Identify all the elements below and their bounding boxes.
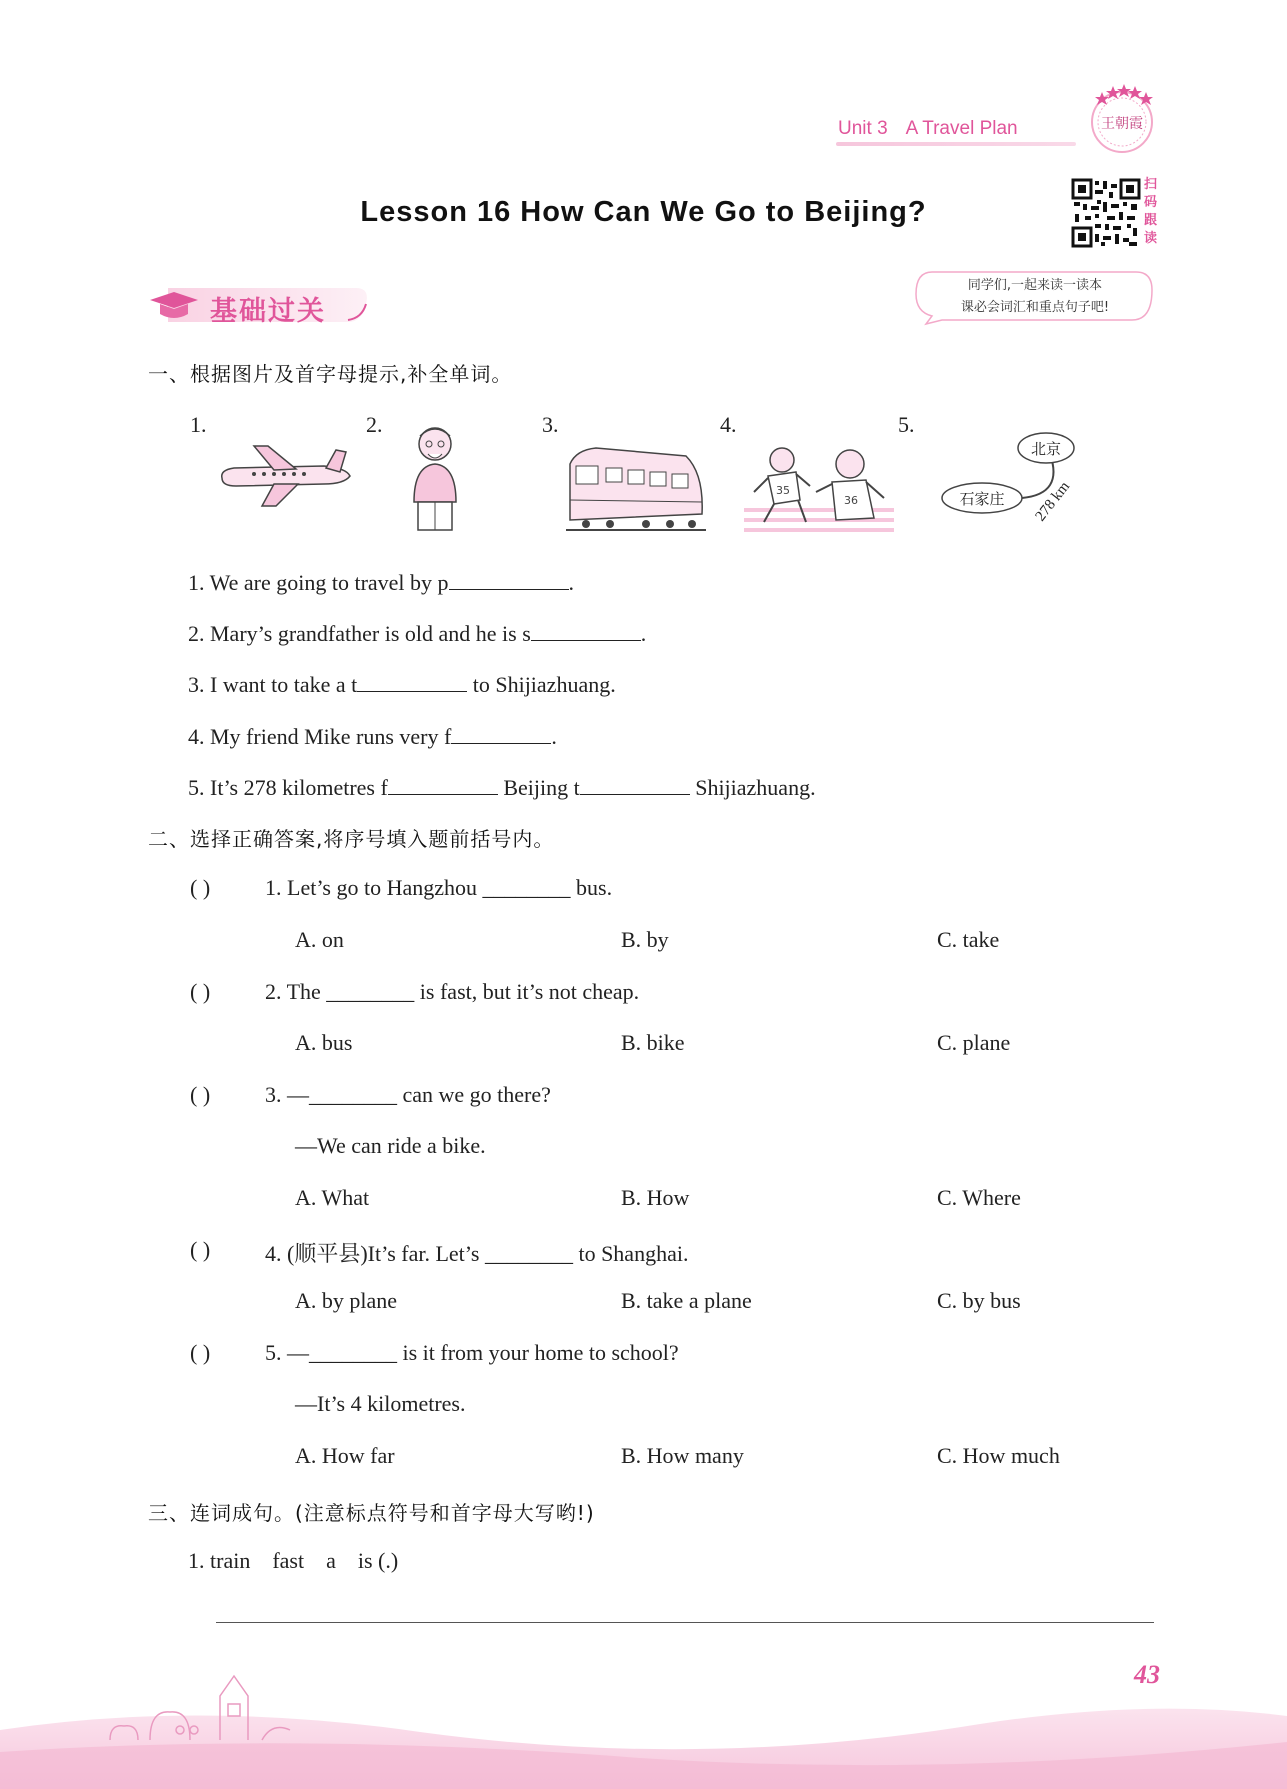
- fill-item-3: [188, 668, 616, 698]
- option[interactable]: A. on: [295, 927, 344, 952]
- answer-paren[interactable]: ( ): [190, 1340, 211, 1365]
- runners-icon: [744, 442, 894, 534]
- fill-item-text: 5. It’s 278 kilometres f: [188, 775, 388, 800]
- option[interactable]: B. by: [621, 927, 669, 952]
- answer-blank[interactable]: [388, 771, 498, 795]
- fill-item-text: 4. My friend Mike runs very f: [188, 724, 452, 749]
- bubble-text: [920, 275, 1150, 319]
- fill-item-text: .: [640, 621, 647, 646]
- page-number: 43: [1134, 1660, 1160, 1689]
- picture-number: 1.: [190, 412, 207, 437]
- distance-map-icon: [934, 428, 1104, 528]
- question-1: 1. Let’s go to Hangzhou ________ bus.: [265, 875, 613, 900]
- option[interactable]: B. bike: [621, 1030, 685, 1055]
- fill-item-1: [188, 566, 574, 596]
- picture-number: 2.: [366, 412, 383, 437]
- section2-title: 二、选择正确答案,将序号填入题前括号内。: [148, 827, 555, 851]
- answer-paren[interactable]: ( ): [190, 1082, 211, 1107]
- option[interactable]: C. by bus: [937, 1288, 1021, 1313]
- option[interactable]: C. take: [937, 927, 1000, 952]
- qr-char: 码: [1144, 195, 1158, 210]
- answer-paren[interactable]: ( ): [190, 875, 211, 900]
- question-5: 5. —________ is it from your home to school?: [265, 1340, 679, 1365]
- answer-blank[interactable]: [580, 771, 690, 795]
- fill-item-text: to Shijiazhuang.: [467, 672, 616, 697]
- fill-item-text: 2. Mary’s grandfather is old and he is s: [188, 621, 531, 646]
- picture-number: 4.: [720, 412, 737, 437]
- option[interactable]: B. How: [621, 1185, 690, 1210]
- svg-text:36: 36: [844, 494, 858, 507]
- fill-item-text: 1. We are going to travel by p: [188, 570, 449, 595]
- question-reply: —It’s 4 kilometres.: [295, 1391, 466, 1416]
- question-2: 2. The ________ is fast, but it’s not cheap.: [265, 979, 640, 1004]
- option[interactable]: A. bus: [295, 1030, 353, 1055]
- fill-item-2: [188, 617, 646, 647]
- answer-paren[interactable]: ( ): [190, 979, 211, 1004]
- answer-line[interactable]: [216, 1622, 1154, 1623]
- qr-code-icon[interactable]: [1071, 178, 1141, 248]
- option[interactable]: C. How much: [937, 1443, 1060, 1468]
- option[interactable]: B. take a plane: [621, 1288, 752, 1313]
- unit-label: Unit 3: [838, 118, 888, 139]
- question-reply: —We can ride a bike.: [295, 1133, 486, 1158]
- qr-char: 读: [1144, 231, 1158, 246]
- unit-topic: A Travel Plan: [905, 118, 1018, 139]
- bubble-line1: 同学们,一起来读一读本: [967, 278, 1103, 293]
- city-shijiazhuang: 石家庄: [959, 490, 1005, 508]
- answer-blank[interactable]: [451, 720, 551, 744]
- footer-decoration: [0, 1640, 1287, 1789]
- answer-blank[interactable]: [449, 566, 569, 590]
- fill-item-text: .: [551, 724, 557, 749]
- section1-title: 一、根据图片及首字母提示,补全单词。: [148, 362, 513, 386]
- airplane-icon: [214, 440, 354, 510]
- answer-blank[interactable]: [357, 668, 467, 692]
- qr-caption: [1144, 176, 1160, 248]
- fill-item-text: Beijing t: [497, 775, 580, 800]
- option[interactable]: A. How far: [295, 1443, 395, 1468]
- seal-logo-icon: [1084, 80, 1160, 156]
- section-banner-label: 基础过关: [210, 296, 326, 327]
- unit-header: [838, 118, 1018, 140]
- fill-item-text: 3. I want to take a t: [188, 672, 358, 697]
- answer-blank[interactable]: [531, 617, 641, 641]
- picture-number: 3.: [542, 412, 559, 437]
- distance-label: 278 km: [1032, 478, 1074, 525]
- fill-item-5: [188, 771, 816, 801]
- old-man-icon: [400, 422, 470, 532]
- train-icon: [566, 444, 706, 532]
- qr-char: 跟: [1144, 213, 1158, 228]
- option[interactable]: C. Where: [937, 1185, 1021, 1210]
- city-beijing: 北京: [1030, 440, 1062, 458]
- fill-item-text: Shijiazhuang.: [689, 775, 816, 800]
- question-4: 4. (顺平县)It’s far. Let’s ________ to Shanghai.: [265, 1241, 689, 1266]
- fill-item-4: [188, 720, 557, 750]
- section3-title: 三、连词成句。(注意标点符号和首字母大写哟!): [148, 1501, 595, 1525]
- question-3: 3. —________ can we go there?: [265, 1082, 551, 1107]
- lesson-title: Lesson 16 How Can We Go to Beijing?: [360, 196, 927, 228]
- bubble-line2: 课必会词汇和重点句子吧!: [960, 300, 1110, 315]
- sentence-item-1: 1. train fast a is (.): [188, 1548, 399, 1573]
- seal-text: 王朝霞: [1101, 116, 1143, 132]
- option[interactable]: C. plane: [937, 1030, 1011, 1055]
- svg-text:35: 35: [776, 484, 790, 497]
- picture-number: 5.: [898, 412, 915, 437]
- answer-paren[interactable]: ( ): [190, 1237, 211, 1262]
- fill-item-text: .: [568, 570, 575, 595]
- option[interactable]: A. by plane: [295, 1288, 398, 1313]
- qr-char: 扫: [1144, 177, 1158, 192]
- option[interactable]: B. How many: [621, 1443, 744, 1468]
- header-underline: [836, 142, 1076, 146]
- option[interactable]: A. What: [295, 1185, 370, 1210]
